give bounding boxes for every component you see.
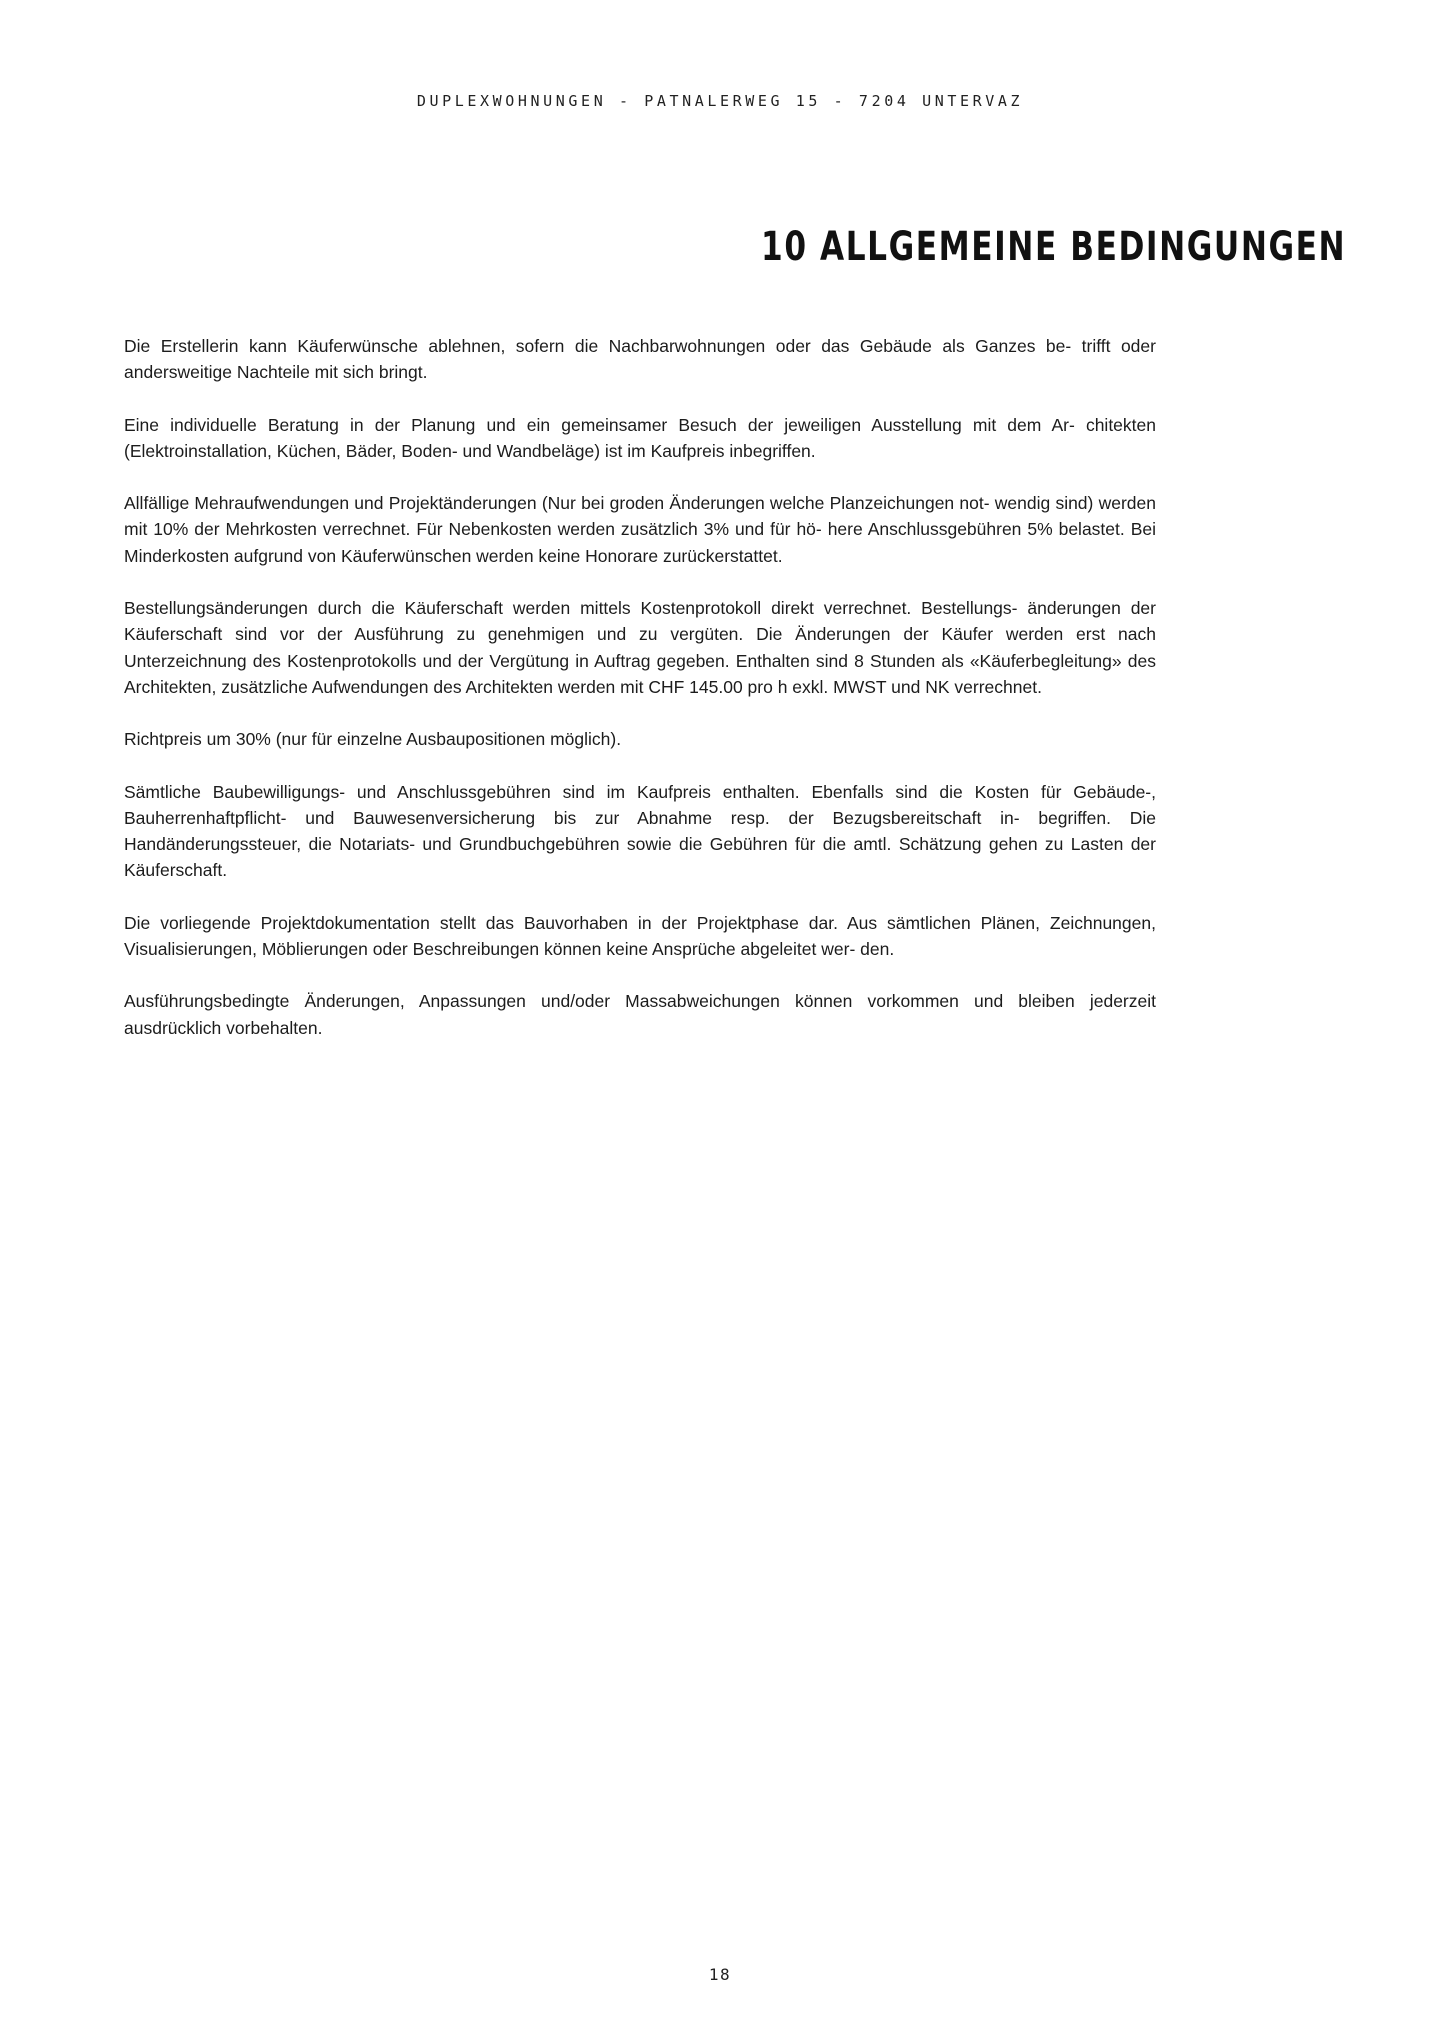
paragraph-line: Die Erstellerin kann Käuferwünsche ablehnen, sofern die Nachbarwohnungen oder das Gebäude als Ganzes be- bbox=[124, 336, 1072, 356]
paragraph-line: werden mit CHF 145.00 pro h exkl. MWST und NK verrechnet. bbox=[557, 676, 1042, 697]
paragraph-line: Die vorliegende Projektdokumentation stellt das Bauvorhaben in der Projektphase dar. Aus sämtlichen Plänen, bbox=[124, 912, 1040, 933]
paragraph-line: Richtpreis um 30% (nur für einzelne Ausbaupositionen möglich). bbox=[124, 729, 622, 750]
paragraph-line: Ausführungsbedingte Änderungen, Anpassungen und/oder Massabweichungen können vorkommen und bleiben bbox=[124, 991, 1075, 1012]
paragraph-line: Sämtliche Baubewilligungs- und Anschlussgebühren sind im Kaufpreis enthalten. Ebenfalls sind die Kosten für bbox=[124, 781, 1062, 802]
paragraph bbox=[124, 412, 1156, 465]
paragraph-line: here Anschlussgebühren 5% belastet. Bei Minderkosten aufgrund von Käuferwünschen werden keine Honorare bbox=[124, 519, 1156, 566]
paragraph-line: Eine individuelle Beratung in der Planung und ein gemeinsamer Besuch der jeweiligen Ausstellung mit dem Ar- bbox=[124, 414, 1075, 435]
paragraph-line: wendig sind) werden mit 10% der Mehrkosten verrechnet. Für Nebenkosten werden zusätzlich 3% und für hö- bbox=[124, 493, 1156, 540]
paragraph-line: Gebäude-, Bauherrenhaftpflicht- und Bauwesenversicherung bis zur Abnahme resp. der Bezugsbereitschaft in- bbox=[124, 781, 1156, 828]
body-text bbox=[124, 333, 1156, 1041]
paragraph bbox=[124, 910, 1156, 963]
paragraph-line: begriffen. Die Handänderungssteuer, die Notariats- und Grundbuchgebühren sowie die Gebühren für die amtl. bbox=[124, 807, 1156, 855]
paragraph-line: Bestellungsänderungen durch die Käuferschaft werden mittels Kostenprotokoll direkt verrechnet. Bestellungs- bbox=[124, 598, 1018, 619]
running-header: DUPLEXWOHNUNGEN - PATNALERWEG 15 - 7204 UNTERVAZ bbox=[416, 92, 1024, 110]
paragraph-line: Zeichnungen, Visualisierungen, Möblierungen oder Beschreibungen können keine Ansprüche abgeleitet wer- bbox=[124, 912, 1156, 960]
paragraph-line: Enthalten sind 8 Stunden als «Käuferbegleitung» des Architekten, zusätzliche Aufwendungen des Architekten bbox=[124, 650, 1156, 697]
paragraph-line: Schätzung gehen zu Lasten der Käuferschaft. bbox=[124, 834, 1156, 881]
paragraph bbox=[124, 595, 1156, 700]
paragraph-line: Allfällige Mehraufwendungen und Projektänderungen (Nur bei groden Änderungen welche Planzeichungen not- bbox=[124, 493, 990, 514]
paragraph-line: trifft oder andersweitige Nachteile mit sich bringt. bbox=[124, 336, 1156, 383]
paragraph-line: den. bbox=[860, 939, 895, 960]
paragraph bbox=[124, 490, 1156, 569]
page-number: 18 bbox=[708, 1965, 732, 1984]
paragraph bbox=[124, 779, 1156, 884]
paragraph bbox=[124, 333, 1156, 386]
paragraph-line: zurückerstattet. bbox=[662, 545, 783, 566]
paragraph-line: chitekten (Elektroinstallation, Küchen, Bäder, Boden- und Wandbeläge) ist im Kaufpreis inbegriffen. bbox=[124, 414, 1156, 461]
paragraph bbox=[124, 988, 1156, 1041]
paragraph-line: änderungen der Käuferschaft sind vor der Ausführung zu genehmigen und zu vergüten. Die Änderungen der bbox=[124, 598, 1156, 645]
paragraph-line: Käufer werden erst nach Unterzeichnung des Kostenprotokolls und der Vergütung in Auftrag gegeben. bbox=[124, 624, 1156, 671]
chapter-title: 10 ALLGEMEINE BEDINGUNGEN bbox=[760, 224, 1346, 270]
paragraph bbox=[124, 726, 1156, 752]
paragraph-line: jederzeit ausdrücklich vorbehalten. bbox=[124, 991, 1156, 1038]
